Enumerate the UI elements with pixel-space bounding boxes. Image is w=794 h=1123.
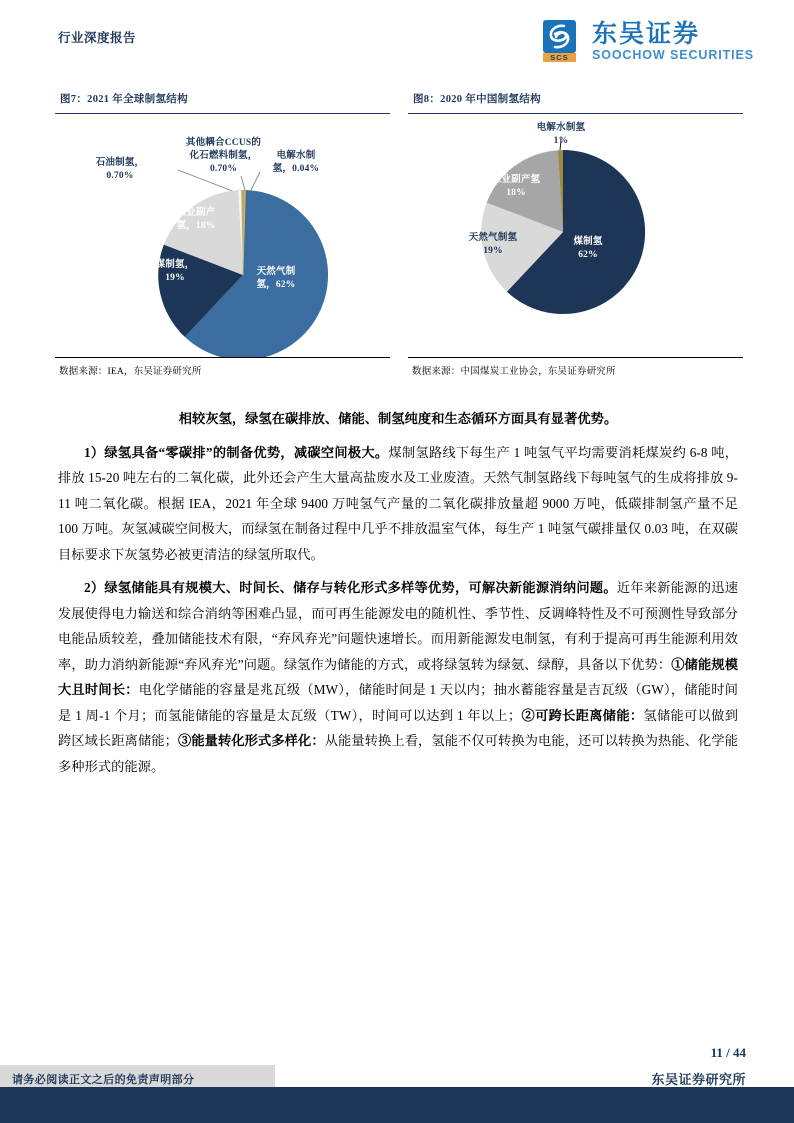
company-logo xyxy=(543,20,754,63)
figure-7-caption: 图7：2021 年全球制氢结构 xyxy=(55,88,390,114)
pie-label-petroleum: 石油制氢， 0.70% xyxy=(95,158,145,181)
lead-paragraph xyxy=(58,406,738,432)
lead-text: 相较灰氢，绿氢在碳排放、储能、制氢纯度和生态循环方面具有显著优势。 xyxy=(178,411,618,426)
pie-label-ccus-fossil: 其他耦合CCUS的 化石燃料制氢， 0.70% xyxy=(185,138,262,174)
pie-label-electrolysis-cn: 电解水制氢 1% xyxy=(536,123,586,146)
pie-label-electrolysis: 电解水制 氢，0.04% xyxy=(272,151,320,174)
brand-name-cn: 东吴证券 xyxy=(591,21,700,48)
figure-7 xyxy=(55,88,390,388)
leader-line-ccus xyxy=(241,176,245,190)
report-type-label: 行业深度报告 xyxy=(58,31,137,45)
figure-8 xyxy=(408,88,743,388)
footer-bar xyxy=(0,1087,794,1123)
logo-mark-icon xyxy=(543,20,585,62)
paragraph-2-text: 近年来新能源的迅速发展使得电力输送和综合消纳等困难凸显，而可再生能源发电的随机性、季节性、反调峰特性及不可预测性导致部分电能品质较差，叠加储能技术有限，“弃风弃光”问题快速增长。而用新能源发电制氢，有利于提高可再生能源利用效率，助力消纳新能源“弃风弃光”问题。绿氢作为储能的方式，或将绿氢转为绿氨、绿醇，具备以下优势： xyxy=(58,580,738,672)
figure-8-caption: 图8：2020 年中国制氢结构 xyxy=(408,88,743,114)
paragraph-2 xyxy=(58,575,738,779)
pie-label-coal-cn: 煤制氢 62% xyxy=(573,237,603,260)
brand-name-en: SOOCHOW SECURITIES xyxy=(591,48,754,62)
paragraph-2-point-1-text: 电化学储能的容量是兆瓦级（MW），储能时间是 1 天以内；抽水蓄能容量是吉瓦级（GW），储能时间是 1 周-1 个月；而氢能储能的容量是太瓦级（TW），时间可以达到 1 年以上； xyxy=(58,682,738,723)
figure-8-source: 数据来源：中国煤炭工业协会，东吴证券研究所 xyxy=(412,367,616,377)
figure-7-chart xyxy=(55,114,390,357)
pie-label-industrial-byproduct: 工业副产 氢，18% xyxy=(176,208,216,231)
paragraph-2-point-1-heading: ①储能规模大且时间长： xyxy=(58,656,739,697)
paragraph-2-point-2-text: 氢储能可以做到跨区域长距离储能； xyxy=(58,707,738,748)
logo-abbr-label: SCS xyxy=(543,53,576,62)
pie-label-coal: 煤制氢， 19% xyxy=(155,260,195,283)
figure-8-chart xyxy=(408,114,743,357)
pie-label-natural-gas-cn: 天然气制氢 19% xyxy=(468,233,518,256)
paragraph-1 xyxy=(58,440,738,568)
page-header xyxy=(0,0,794,82)
article-body xyxy=(58,406,738,787)
figure-7-source: 数据来源：IEA，东吴证券研究所 xyxy=(59,367,202,377)
page-number: 11 / 44 xyxy=(710,1045,746,1060)
paragraph-2-point-3-heading: ③能量转化形式多样化： xyxy=(177,733,325,748)
paragraph-2-point-2-heading: ②可跨长距离储能： xyxy=(521,707,644,723)
pie-label-industrial-byproduct-cn: 工业副产氢 18% xyxy=(491,175,541,198)
swirl-icon xyxy=(547,23,572,50)
paragraph-1-heading: 1）绿氢具备“零碳排”的制备优势，减碳空间极大。 xyxy=(84,444,389,460)
paragraph-1-text: 煤制氢路线下每生产 1 吨氢气平均需要消耗煤炭约 6-8 吨，排放 15-20 吨左右的二氧化碳，此外还会产生大量高盐废水及工业废渣。天然气制氢路线下每吨氢气的生成将排放 9-11 吨二氧化碳。根据 IEA，2021 年全球 9400 万吨氢气产量的二氧化碳排放量超 9000 万吨，低碳排制氢产量不足 100 万吨。灰氢减碳空间极大，而绿氢在制备过程中几乎不排放温室气体，每生产 1 吨氢气碳排量仅 0.03 吨，在双碳目标要求下灰氢势必被更清洁的绿氢所取代。 xyxy=(58,444,738,562)
footer-organization: 东吴证券研究所 xyxy=(651,1072,746,1087)
pie-label-natural-gas: 天然气制 氢，62% xyxy=(256,267,296,290)
disclaimer-text: 请务必阅读正文之后的免责声明部分 xyxy=(12,1074,195,1086)
paragraph-2-point-3-text: 从能量转换上看，氢能不仅可转换为电能，还可以转换为热能、化学能多种形式的能源。 xyxy=(58,733,738,774)
paragraph-2-heading: 2）绿氢储能具有规模大、时间长、储存与转化形式多样等优势，可解决新能源消纳问题。 xyxy=(84,580,617,595)
